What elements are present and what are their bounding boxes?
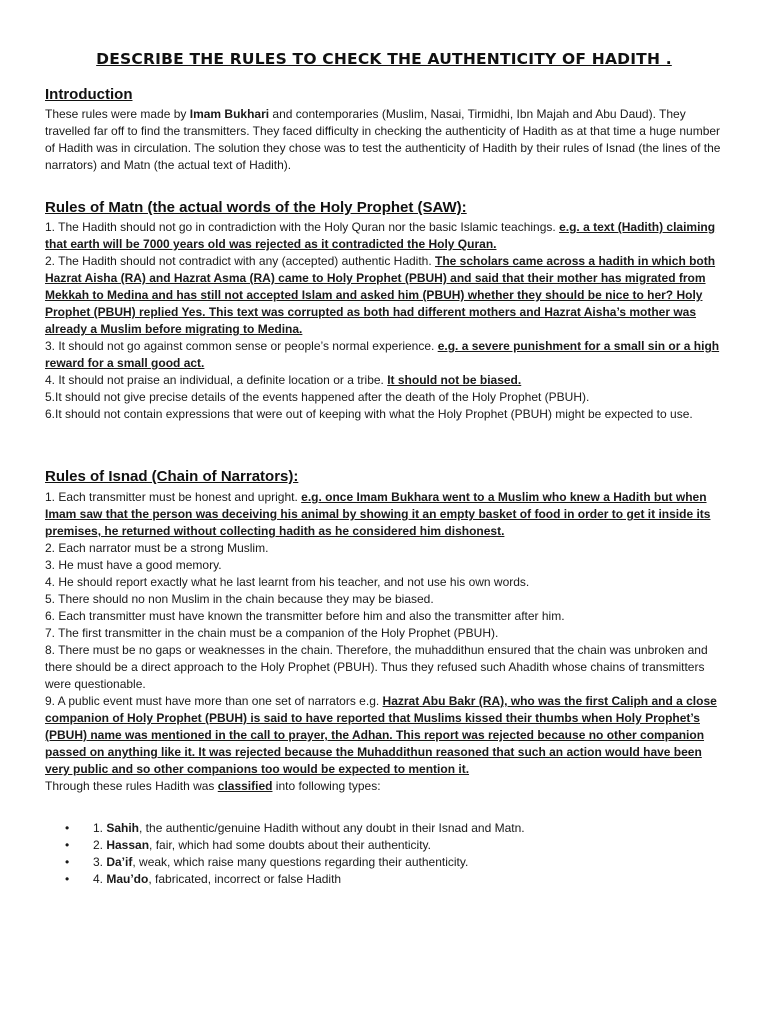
isnad-rule-3: 3. He must have a good memory. (45, 558, 222, 572)
matn-rule-4: 4. It should not praise an individual, a definite location or a tribe. It should not be biased. (45, 373, 522, 387)
list-item: • 1. Sahih, the authentic/genuine Hadith without any doubt in their Isnad and Matn. (65, 821, 525, 835)
classification-intro: Through these rules Hadith was classified into following types: (45, 779, 381, 793)
matn-rule-6: 6.It should not contain expressions that were out of keeping with what the Holy Prophet (PBUH) might be expected to use. (45, 407, 693, 421)
hadith-types-list (45, 820, 723, 888)
list-item: • 4. Mau’do, fabricated, incorrect or false Hadith (65, 872, 342, 886)
isnad-rule-2: 2. Each narrator must be a strong Muslim. (45, 541, 269, 555)
matn-rules-list (45, 219, 723, 423)
isnad-rule-6: 6. Each transmitter must have known the transmitter before him and also the transmitter after him. (45, 609, 565, 623)
matn-heading: Rules of Matn (the actual words of the Holy Prophet (SAW): (45, 199, 467, 216)
list-item: • 2. Hassan, fair, which had some doubts about their authenticity. (65, 838, 431, 852)
matn-rule-5: 5.It should not give precise details of the events happened after the death of the Holy Prophet (PBUH). (45, 390, 590, 404)
isnad-rule-9: 9. A public event must have more than one set of narrators e.g. Hazrat Abu Bakr (RA), who was the first Caliph and a close companion of Holy Prophet (PBUH) is said to have reported that Muslims kissed their thumbs when Holy Prophet’s (PBUH) name was mentioned in the call to prayer, the Adhan. This report was rejected because no other companion passed on anything like it. It was rejected because the Muhaddithun reasoned that such an action would have been very public and so other companions too would be expected to mention it. (45, 694, 717, 776)
matn-rule-1: 1. The Hadith should not go in contradiction with the Holy Quran nor the basic Islamic teachings. e.g. a text (Hadith) claiming that earth will be 7000 years old was rejected as it contradicted the Holy Quran. (45, 220, 716, 251)
isnad-rule-7: 7. The first transmitter in the chain must be a companion of the Holy Prophet (PBUH). (45, 626, 499, 640)
list-item: • 3. Da’if, weak, which raise many questions regarding their authenticity. (65, 855, 469, 869)
isnad-rule-4: 4. He should report exactly what he last learnt from his teacher, and not use his own words. (45, 575, 530, 589)
isnad-heading: Rules of Isnad (Chain of Narrators): (45, 468, 299, 485)
matn-rule-2: 2. The Hadith should not contradict with any (accepted) authentic Hadith. The scholars came across a hadith in which both Hazrat Aisha (RA) and Hazrat Asma (RA) came to Holy Prophet (PBUH) and said that their mother has migrated from Mekkah to Medina and has still not accepted Islam and asked him (PBUH) whether they should be nice to her? Holy Prophet (PBUH) replied Yes. This text was corrupted as both had different mothers and Hazrat Aisha’s mother was already a Muslim before migrating to Medina. (45, 254, 716, 336)
intro-paragraph: These rules were made by Imam Bukhari and contemporaries (Muslim, Nasai, Tirmidhi, Ibn Majah and Abu Daud). They travelled far off to find the transmitters. They faced difficulty in checking the authenticity of Hadith as at that time a huge number of Hadith was in circulation. The solution they chose was to test the authenticity of Hadith by their rules of Isnad (the lines of the narrators) and Matn (the actual text of Hadith). (45, 107, 721, 172)
intro-heading: Introduction (45, 86, 133, 103)
page-title: DESCRIBE THE RULES TO CHECK THE AUTHENTICITY OF HADITH . (96, 50, 672, 68)
matn-rule-3: 3. It should not go against common sense or people’s normal experience. e.g. a severe punishment for a small sin or a high reward for a small good act. (45, 339, 720, 370)
isnad-rule-1: 1. Each transmitter must be honest and upright. e.g. once Imam Bukhara went to a Muslim who knew a Hadith but when Imam saw that the person was deceiving his animal by showing it an empty basket of food in order to get it inside its premises, he returned without collecting hadith as he considered him dishonest. (45, 490, 711, 538)
isnad-rules-list (45, 489, 723, 795)
isnad-rule-5: 5. There should no non Muslim in the chain because they may be biased. (45, 592, 434, 606)
isnad-rule-8: 8. There must be no gaps or weaknesses in the chain. Therefore, the muhaddithun ensured that the chain was unbroken and there should be a direct approach to the Holy Prophet (PBUH). Thus they refused such Ahadith whose chains of transmitters were questionable. (45, 643, 708, 691)
